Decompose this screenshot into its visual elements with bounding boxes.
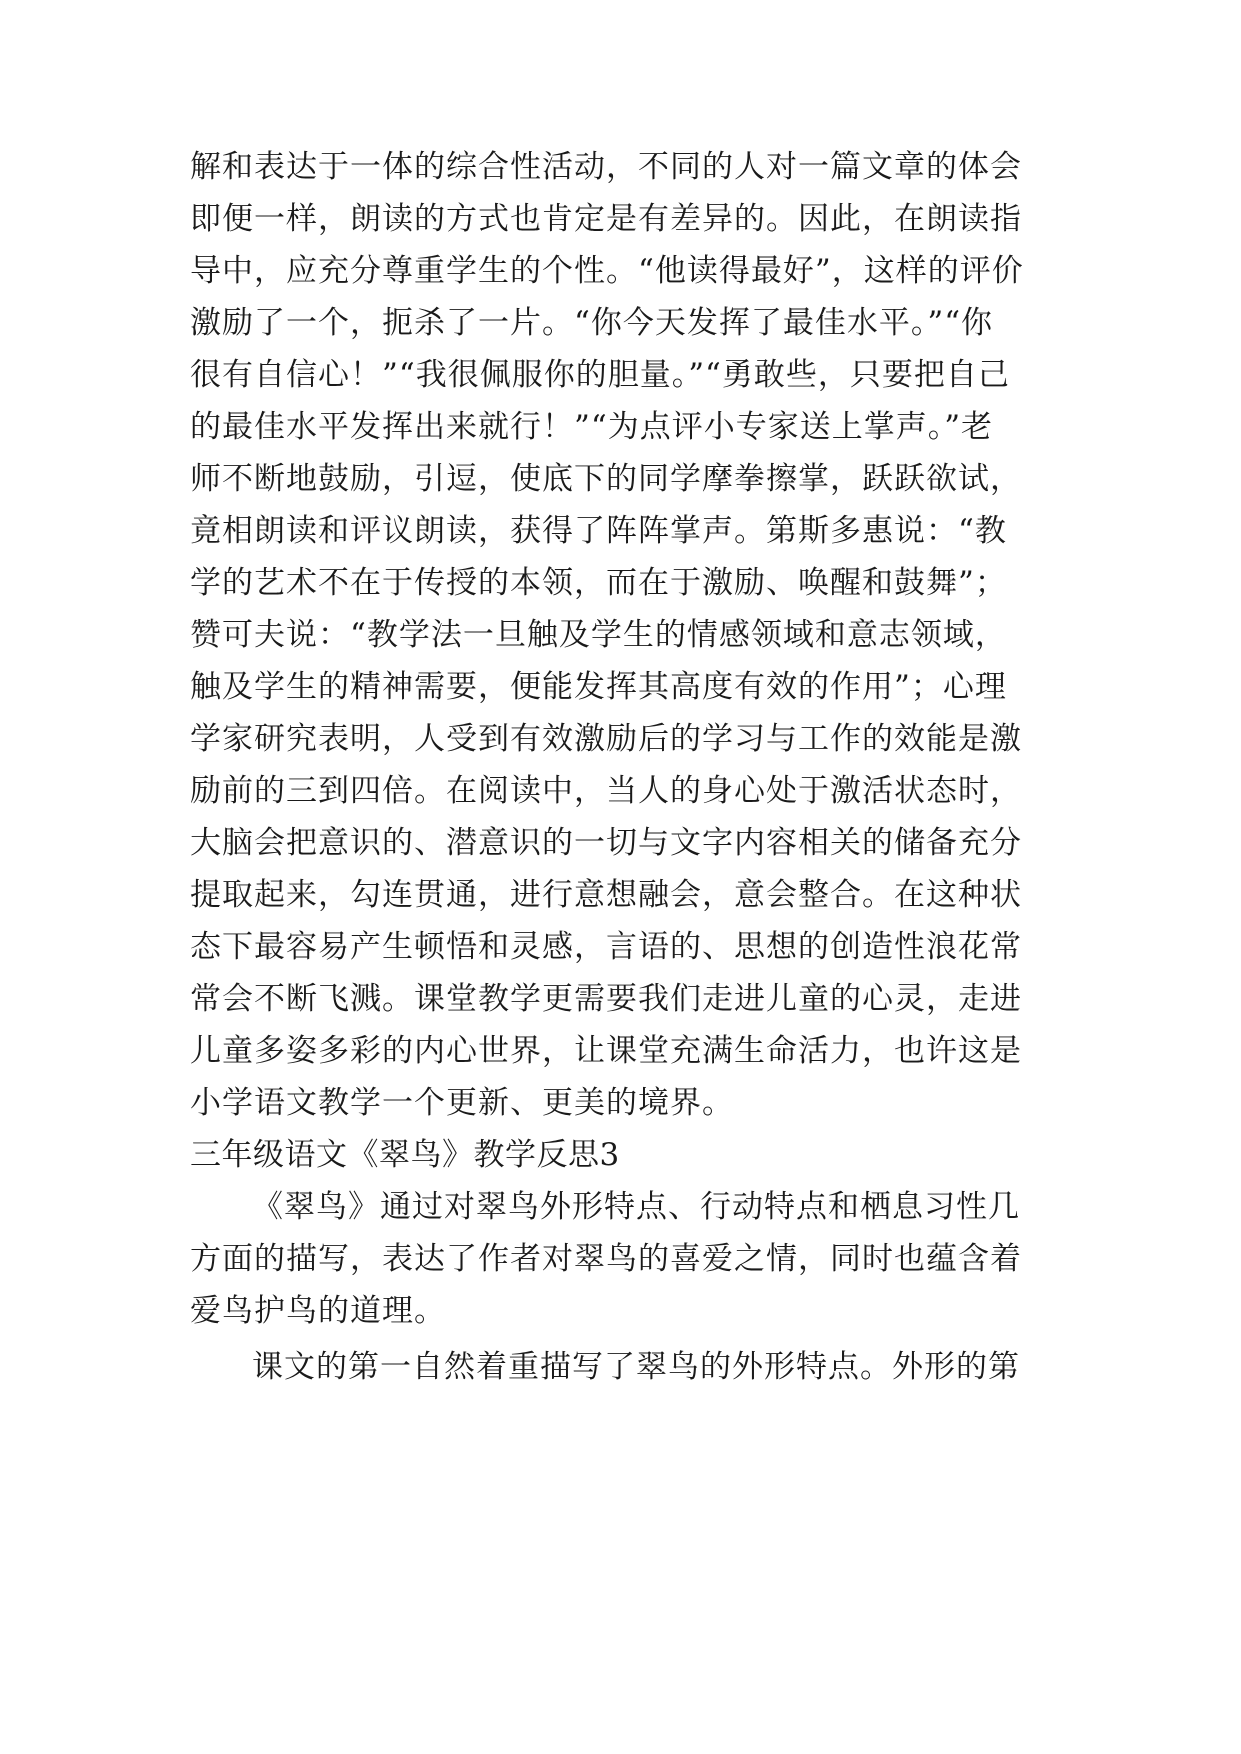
body-text-line: 学的艺术不在于传授的本领，而在于激励、唤醒和鼓舞”； [190,565,1007,601]
body-text-line: 学家研究表明，人受到有效激励后的学习与工作的效能是激 [190,721,1022,757]
body-text-line: 《翠鸟》通过对翠鸟外形特点、行动特点和栖息习性几 [252,1189,1020,1225]
body-text-line: 态下最容易产生顿悟和灵感，言语的、思想的创造性浪花常 [190,929,1022,965]
body-text-line: 竟相朗读和评议朗读，获得了阵阵掌声。第斯多惠说：“教 [190,513,1007,549]
body-text-line: 爱鸟护鸟的道理。 [190,1293,446,1329]
section-heading: 三年级语文《翠鸟》教学反思3 [190,1137,620,1173]
body-text-line: 儿童多姿多彩的内心世界，让课堂充满生命活力，也许这是 [190,1033,1022,1069]
body-text-line: 触及学生的精神需要，便能发挥其高度有效的作用”；心理 [190,669,1007,705]
body-text-line: 的最佳水平发挥出来就行！”“为点评小专家送上掌声。”老 [190,409,994,445]
body-text-line: 解和表达于一体的综合性活动，不同的人对一篇文章的体会 [190,149,1022,185]
body-text-line: 方面的描写，表达了作者对翠鸟的喜爱之情，同时也蕴含着 [190,1241,1022,1277]
body-text-line: 师不断地鼓励，引逗，使底下的同学摩拳擦掌，跃跃欲试， [190,461,1022,497]
body-text-line: 提取起来，勾连贯通，进行意想融会，意会整合。在这种状 [190,877,1022,913]
body-text-line: 导中，应充分尊重学生的个性。“他读得最好”，这样的评价 [190,253,1024,289]
body-text-line: 赞可夫说：“教学法一旦触及学生的情感领域和意志领域， [190,617,1007,653]
body-text-line: 励前的三到四倍。在阅读中，当人的身心处于激活状态时， [190,773,1022,809]
body-text-line: 即便一样，朗读的方式也肯定是有差异的。因此，在朗读指 [190,201,1022,237]
body-text-line: 常会不断飞溅。课堂教学更需要我们走进儿童的心灵，走进 [190,981,1022,1017]
body-text-line: 激励了一个，扼杀了一片。“你今天发挥了最佳水平。”“你 [190,305,994,341]
body-text-line: 课文的第一自然着重描写了翠鸟的外形特点。外形的第 [252,1349,1020,1385]
body-text-line: 小学语文教学一个更新、更美的境界。 [190,1085,734,1121]
body-text-line: 大脑会把意识的、潜意识的一切与文字内容相关的储备充分 [190,825,1022,861]
body-text-line: 很有自信心！”“我很佩服你的胆量。”“勇敢些，只要把自己 [190,357,1010,393]
